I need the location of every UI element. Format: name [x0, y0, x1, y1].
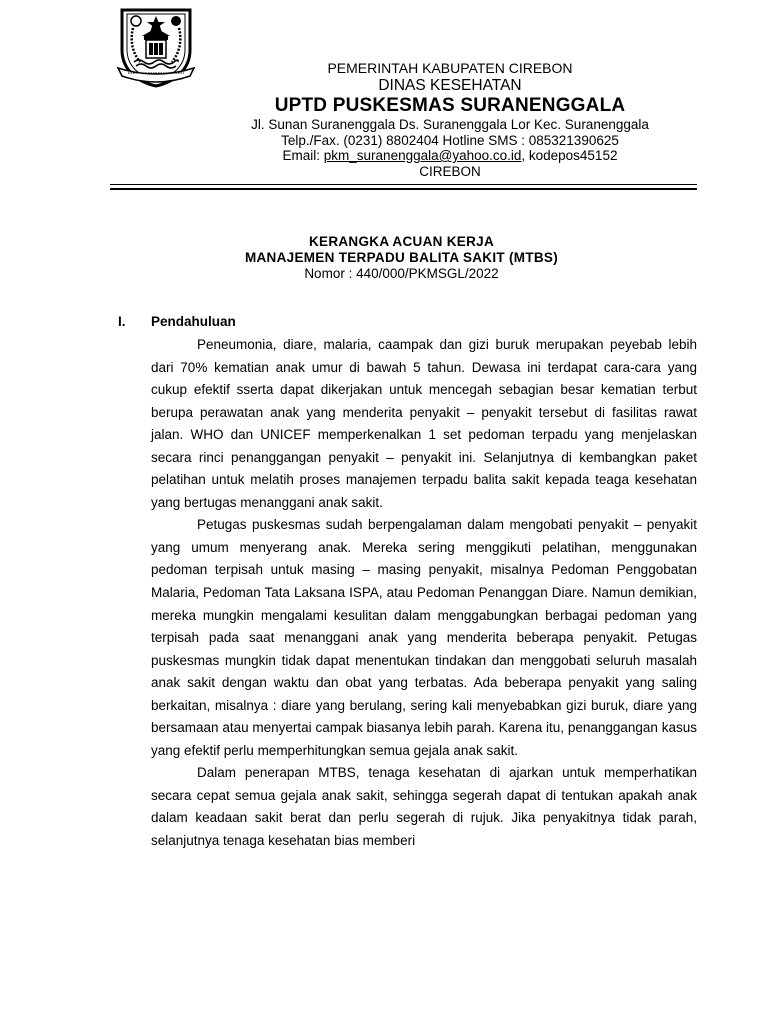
- letterhead-email-line: [190, 148, 710, 164]
- cirebon-regency-seal-icon: [116, 6, 196, 88]
- section-body: [151, 334, 697, 853]
- email-link[interactable]: pkm_suranenggala@yahoo.co.id: [323, 148, 522, 163]
- letterhead-agency: DINAS KESEHATAN: [378, 77, 522, 94]
- letterhead: [190, 60, 710, 179]
- header-divider-thick: [110, 188, 697, 190]
- document-number: Nomor : 440/000/PKMSGL/2022: [304, 266, 499, 281]
- letterhead-city: CIREBON: [419, 163, 481, 179]
- email-prefix: Email:: [282, 148, 324, 163]
- paragraph: Peneumonia, diare, malaria, caampak dan gizi buruk merupakan peyebab lebih dari 70% kematian anak umur di bawah 5 tahun. Dewasa ini terdapat cara-cara yang cukup efektif sserta dapat dikerjakan untuk mencegah sebagian besar kematian terbut berupa perawatan anak yang menderita penyakit – penyakit tersebut di fasilitas rawat jalan. WHO dan UNICEF memperkenalkan 1 set pedoman terpadu yang menjelaskan secara rinci penanggangan penyakit – penyakit ini. Selanjutnya di kembangkan paket pelatihan untuk melatih proses manajemen terpadu balita sakit kepada teaga kesehatan yang bertugas menanggani anak sakit.: [151, 337, 697, 510]
- section-number: I.: [118, 314, 126, 329]
- letterhead-phone: Telp./Fax. (0231) 8802404 Hotline SMS : 085321390625: [281, 132, 619, 148]
- email-suffix: , kodepos45152: [521, 148, 618, 163]
- header-divider-thin: [110, 184, 697, 185]
- section-title: Pendahuluan: [151, 314, 236, 329]
- letterhead-address: Jl. Sunan Suranenggala Ds. Suranenggala Lor Kec. Suranenggala: [251, 117, 649, 132]
- paragraph: Petugas puskesmas sudah berpengalaman dalam mengobati penyakit – penyakit yang umum menyerang anak. Mereka sering menggikuti pelatihan, menggunakan pedoman terpisah untuk masing – masing penyakit, misalnya Pedoman Penggobatan Malaria, Pedoman Tata Laksana ISPA, atau Pedoman Penanggan Diare. Namun demikian, mereka mungkin mengalami kesulitan dalam menggabungkan berbagai pedoman yang terpisah pada saat menanggani anak yang menderita beberapa penyakit. Petugas puskesmas mungkin tidak dapat menentukan tindakan dan menggobati seluruh masalah anak sakit dengan waktu dan obat yang terbatas. Ada beberapa penyakit yang saling berkaitan, misalnya : diare yang berulang, sering kali menyebabkan gizi buruk, diare yang bersamaan atau menyertai campak biasanya lebih parah. Karena itu, penanggangan kasus yang efektif perlu memperhitungkan semua gejala anak sakit.: [151, 517, 697, 758]
- paragraph: Dalam penerapan MTBS, tenaga kesehatan di ajarkan untuk memperhatikan secara cepat semua gejala anak sakit, sehingga segerah dapat di tentukan apakah anak dalam keadaan sakit berat dan perlu segerah di rujuk. Jika penyakitnya tidak parah, selanjutnya tenaga kesehatan bias memberi: [151, 765, 697, 849]
- letterhead-institution: UPTD PUSKESMAS SURANENGGALA: [274, 95, 626, 116]
- letterhead-government: PEMERINTAH KABUPATEN CIREBON: [327, 60, 573, 76]
- title-line-2: MANAJEMEN TERPADU BALITA SAKIT (MTBS): [244, 250, 559, 265]
- document-title: [100, 234, 703, 282]
- title-line-1: KERANGKA ACUAN KERJA: [308, 234, 494, 249]
